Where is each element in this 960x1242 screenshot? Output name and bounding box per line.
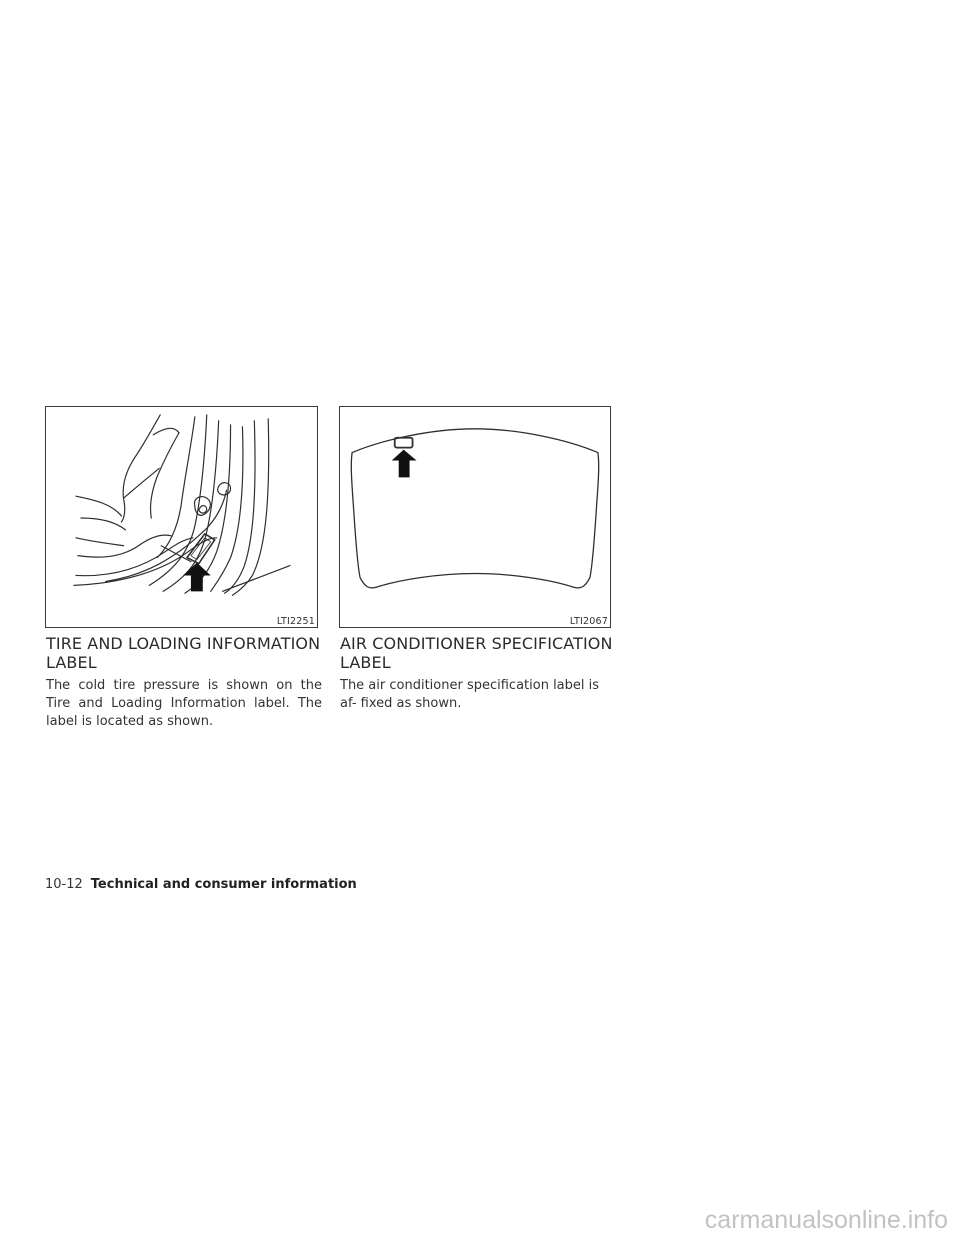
section-title-ac-label: AIR CONDITIONER SPECIFICATION LABEL: [340, 634, 613, 672]
page-footer: [45, 876, 357, 894]
door-pillar-illustration: [46, 407, 317, 627]
ac-label-figure: [339, 406, 611, 628]
site-watermark: carmanualsonline.info: [704, 1206, 948, 1234]
page-number: 10-12: [45, 877, 83, 892]
hood-illustration: [340, 407, 610, 627]
pointer-arrow-icon: [183, 563, 211, 592]
section-body-tire-label: The cold tire pressure is shown on the Tire and Loading Information label. The label is located as shown.: [46, 678, 322, 729]
section-body-ac-label: The air conditioner specification label is af- fixed as shown.: [340, 678, 600, 711]
section-title-tire-label: TIRE AND LOADING INFORMATION LABEL: [46, 634, 321, 672]
pointer-arrow-icon: [392, 450, 417, 478]
figure-code: LTI2251: [276, 616, 315, 627]
figure-code: LTI2067: [569, 616, 608, 627]
tire-label-figure: [45, 406, 318, 628]
chapter-title: Technical and consumer information: [90, 877, 357, 892]
